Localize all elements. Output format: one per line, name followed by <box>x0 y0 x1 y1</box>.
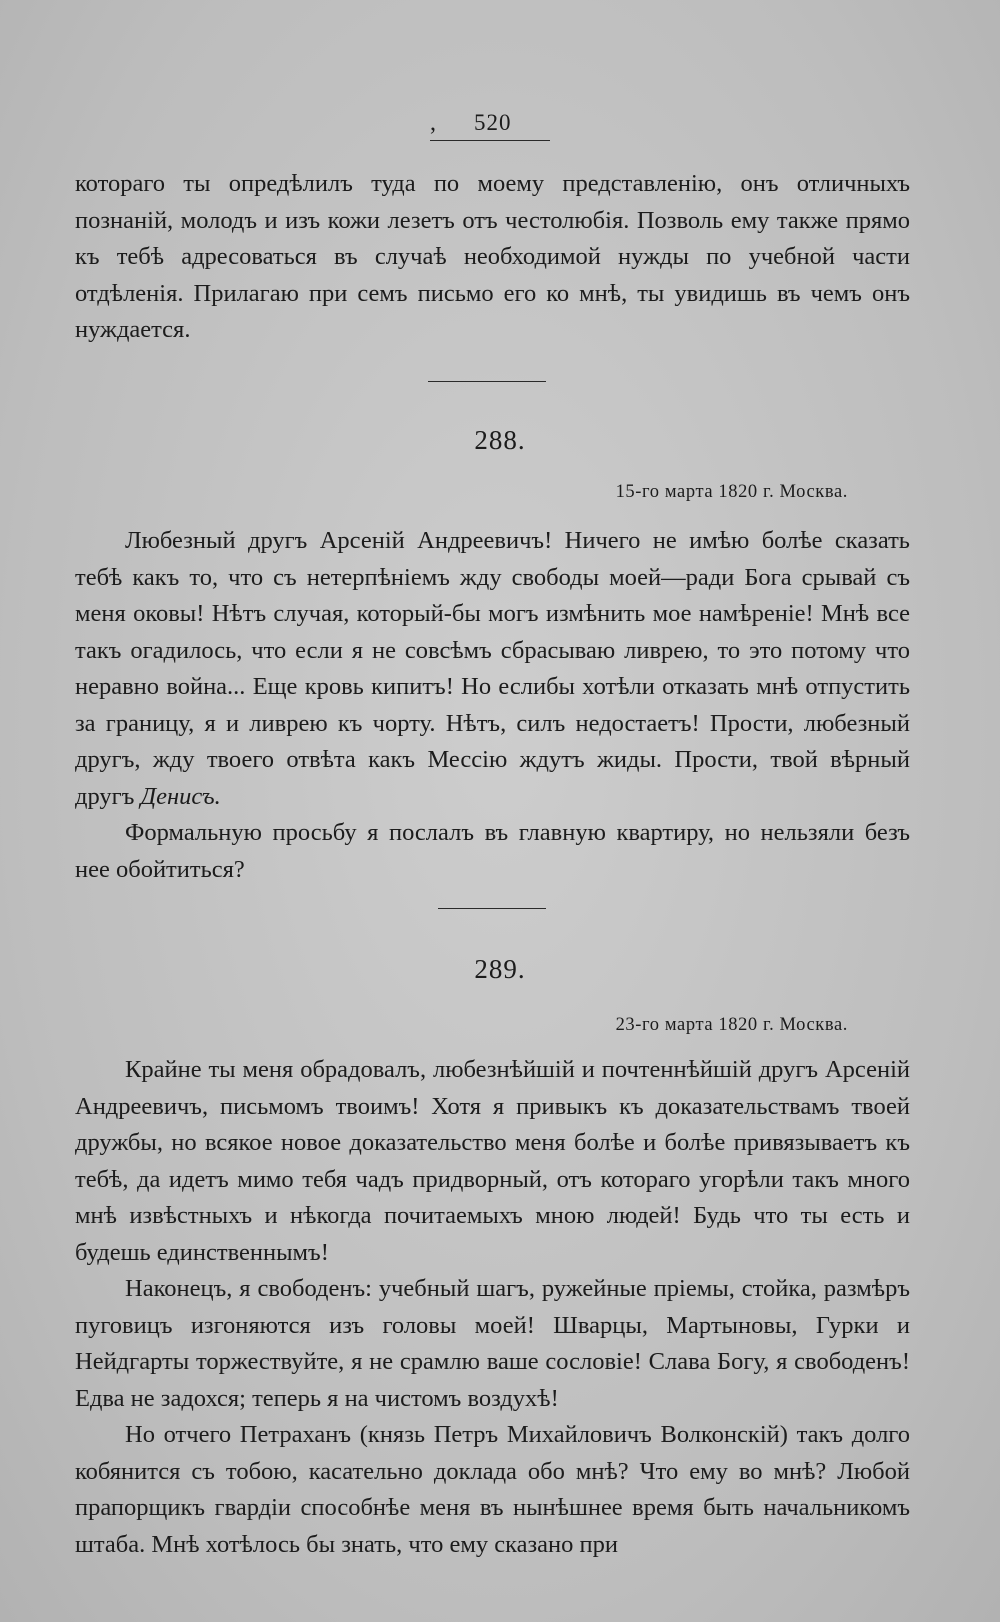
section-divider <box>438 908 546 909</box>
page-header <box>430 106 550 141</box>
letter-289-body <box>75 1052 910 1563</box>
letter-number-288: 288. <box>474 425 526 455</box>
letter-date-288: 15-го марта 1820 г. Москва. <box>615 482 848 502</box>
letter-288-body <box>75 523 910 888</box>
section-divider <box>428 381 546 382</box>
letter-289-paragraph-2: Наконецъ, я свободенъ: учебный шагъ, ружейные пріемы, стойка, размѣръ пуговицъ изгоняются изъ головы моей! Шварцы, Мартыновы, Гурки и Нейдгарты торжествуйте, я не срамлю ваше сословіе! Слава Богу, я свободенъ! Едва не задохся; теперь я на чистомъ воздухѣ! <box>75 1275 910 1412</box>
letter-number-289: 289. <box>474 954 526 984</box>
header-mark: , <box>430 110 436 136</box>
page-number: 520 <box>474 110 512 135</box>
letter-date-289: 23-го марта 1820 г. Москва. <box>615 1015 848 1035</box>
letter-289-paragraph-3: Но отчего Петраханъ (князь Петръ Михайловичъ Волконскій) такъ долго кобянится съ тобою, касательно доклада обо мнѣ? Что ему во мнѣ? Любой прапорщикъ гвардіи способнѣе меня въ нынѣшнее время быть начальникомъ штаба. Мнѣ хотѣлось бы знать, что ему сказано при <box>75 1421 910 1558</box>
letter-288-signature: Денисъ. <box>140 782 221 810</box>
letter-289-paragraph-1: Крайне ты меня обрадовалъ, любезнѣйшій и почтеннѣйшій другъ Арсеній Андреевичъ, письмомъ твоимъ! Хотя я привыкъ къ доказательствамъ твоей дружбы, но всякое новое доказательство меня болѣе и болѣе привязываетъ къ тебѣ, да идетъ мимо тебя чадъ придворный, отъ котораго угорѣли такъ много мнѣ извѣстныхъ и нѣкогда почитаемыхъ мною людей! Будь что ты есть и будешь единственнымъ! <box>75 1056 910 1266</box>
intro-paragraph: котораго ты опредѣлилъ туда по моему представленію, онъ отличныхъ познаній, молодъ и изъ кожи лезетъ отъ честолюбія. Позволь ему также прямо къ тебѣ адресоваться въ случаѣ необходимой нужды по учебной части отдѣленія. Прилагаю при семъ письмо его ко мнѣ, ты увидишь въ чемъ онъ нуждается. <box>75 170 910 343</box>
intro-text-block <box>75 166 910 349</box>
letter-288-paragraph-2: Формальную просьбу я послалъ въ главную квартиру, но нельзяли безъ нее обойтиться? <box>75 819 910 883</box>
letter-288-text: Любезный другъ Арсеній Андреевичъ! Ничего не имѣю болѣе сказать тебѣ какъ то, что съ нетерпѣніемъ жду свободы моей—ради Бога срывай съ меня оковы! Нѣтъ случая, который-бы могъ измѣнить мое намѣреніе! Мнѣ все такъ огадилось, что если я не совсѣмъ сбрасываю ливрею, то это потому что неравно война... Еще кровь кипитъ! Но еслибы хотѣли отказать мнѣ отпустить за границу, я и ливрею къ чорту. Нѣтъ, силъ недостаетъ! Прости, любезный другъ, жду твоего отвѣта какъ Мессію ждутъ жиды. Прости, твой вѣрный другъ <box>75 527 910 810</box>
letter-288-paragraph-1 <box>75 523 910 815</box>
